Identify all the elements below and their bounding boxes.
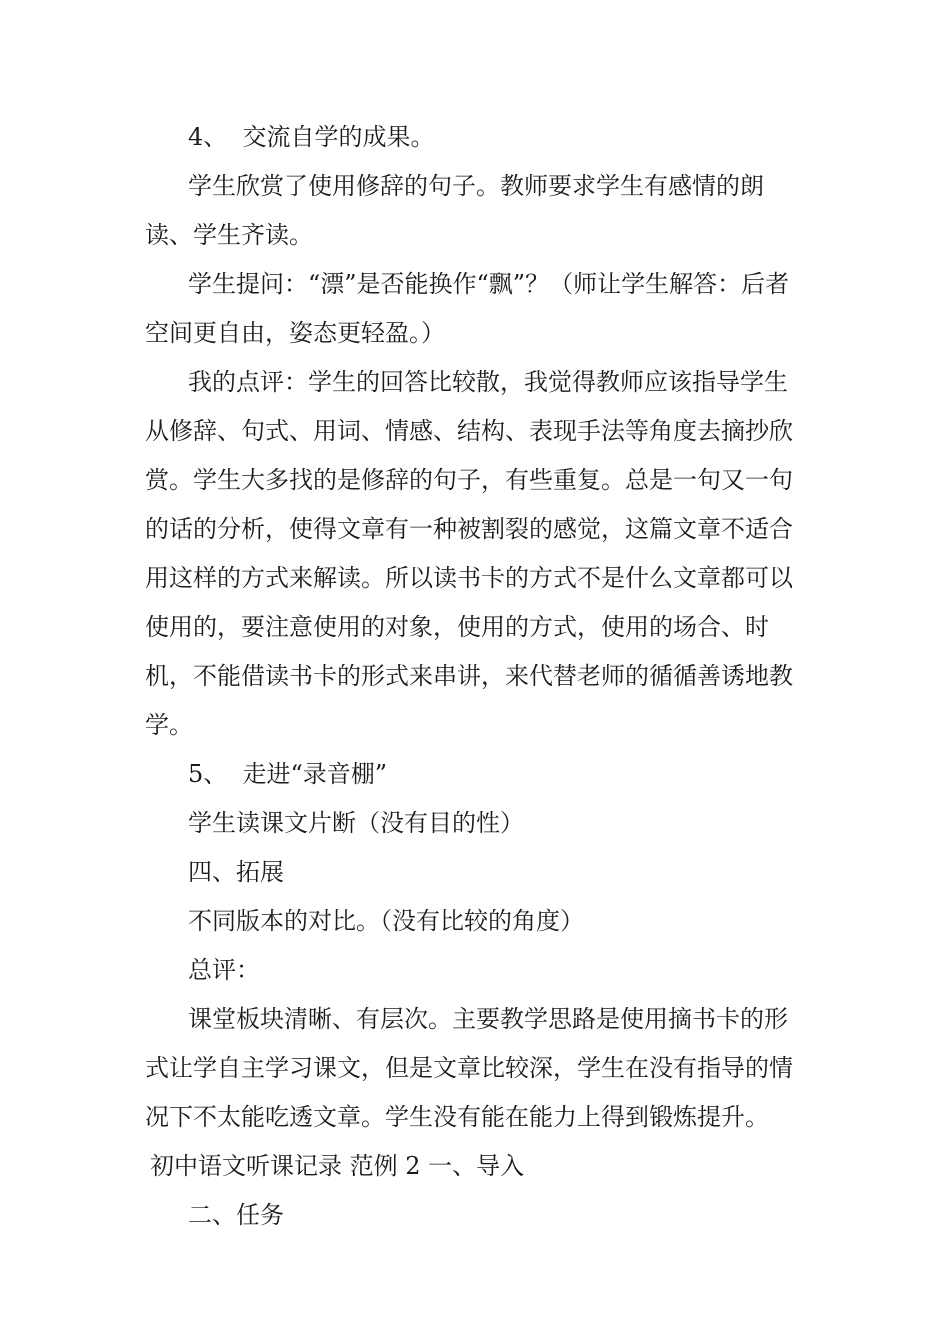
paragraph-12: 二、任务 [188, 1201, 284, 1229]
paragraph-5: 5、 走进“录音棚” [188, 760, 388, 788]
section-heading: 初中语文听课记录 范例 2 一、导入 [150, 1152, 525, 1180]
paragraph-10: 课堂板块清晰、有层次。主要教学思路是使用摘书卡的形式让学自主学习课文，但是文章比较深，学生在没有指导的情况下不太能吃透文章。学生没有能在能力上得到锻炼提升。 [145, 1005, 793, 1131]
document-page [145, 113, 810, 1240]
paragraph-8: 不同版本的对比。（没有比较的角度） [188, 907, 584, 935]
paragraph-1: 4、 交流自学的成果。 [188, 123, 435, 151]
paragraph-2: 学生欣赏了使用修辞的句子。教师要求学生有感情的朗读、学生齐读。 [145, 172, 764, 249]
paragraph-7: 四、拓展 [188, 858, 284, 886]
paragraph-3: 学生提问：“漂”是否能换作“飘”？（师让学生解答：后者空间更自由，姿态更轻盈。） [145, 270, 790, 347]
paragraph-9: 总评： [188, 956, 260, 984]
paragraph-6: 学生读课文片断（没有目的性） [188, 809, 524, 837]
paragraph-4: 我的点评：学生的回答比较散，我觉得教师应该指导学生从修辞、句式、用词、情感、结构、表现手法等角度去摘抄欣赏。学生大多找的是修辞的句子，有些重复。总是一句又一句的话的分析，使得文章有一种被割裂的感觉，这篇文章不适合用这样的方式来解读。所以读书卡的方式不是什么文章都可以使用的，要注意使用的对象，使用的方式，使用的场合、时机，不能借读书卡的形式来串讲，来代替老师的循循善诱地教学。 [145, 368, 793, 739]
